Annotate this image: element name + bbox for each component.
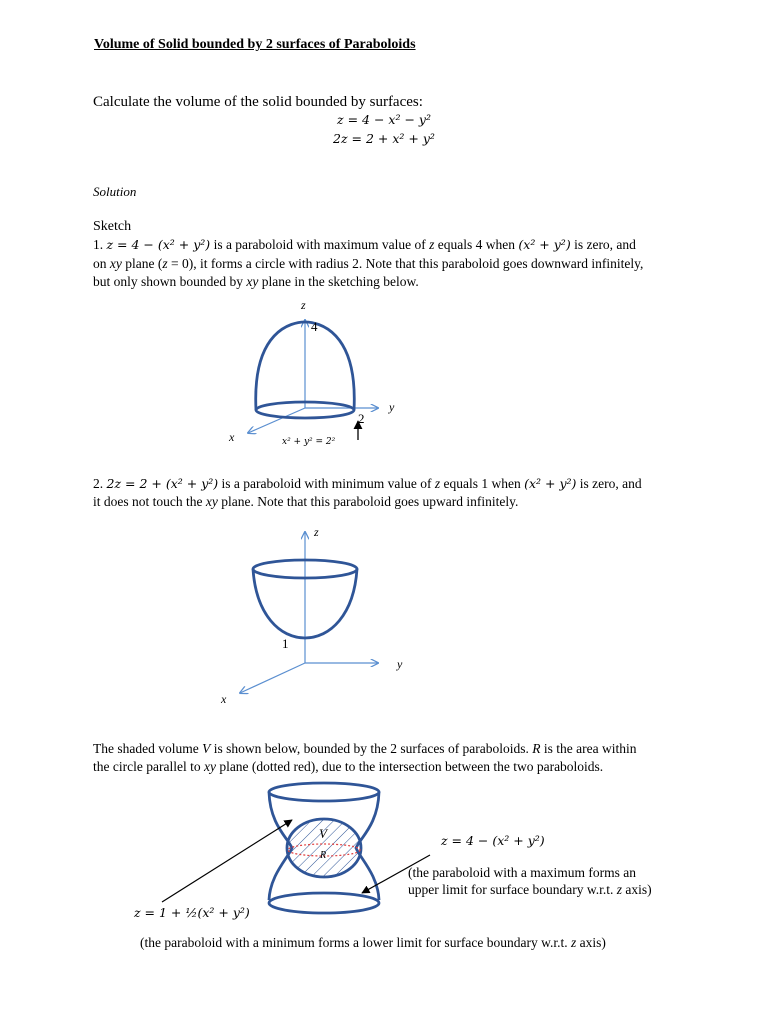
- item1-line2-c: = 0), it forms a circle with radius 2. Note that this paraboloid goes downward infinitely,: [167, 256, 644, 271]
- equation-2: 2z = 2 + x² + y²: [333, 131, 435, 146]
- item1-line3-a: but only shown bounded by: [93, 274, 247, 289]
- shaded-xy: xy: [203, 759, 216, 774]
- shaded-V: V: [202, 741, 211, 756]
- fig3-lower-equation: z = 1 + ½(x² + y²): [134, 905, 250, 920]
- item2-number: 2.: [93, 476, 104, 491]
- item1-text-c: is zero, and: [570, 237, 636, 252]
- item1-equation-b: (x² + y²): [518, 237, 571, 252]
- item1-z: z: [429, 237, 435, 252]
- item1-equation: z = 4 − (x² + y²): [106, 237, 211, 252]
- solution-label: Solution: [93, 184, 137, 199]
- item1-number: 1.: [93, 237, 104, 252]
- fig3-lower-note-z: z: [571, 935, 577, 950]
- item1-text-b: equals 4 when: [434, 237, 519, 252]
- fig3-top-circle: [269, 783, 379, 801]
- item1-z0: z: [162, 256, 168, 271]
- fig3-lower-note: [140, 935, 606, 951]
- item1-line2-a: on: [93, 256, 110, 271]
- item2-xy: xy: [205, 494, 218, 509]
- fig2-y-label: y: [397, 657, 403, 671]
- item2-line2-a: it does not touch the: [93, 494, 206, 509]
- fig2-x-label: x: [221, 692, 227, 706]
- intro-text: Calculate the volume of the solid bounded by surfaces:: [93, 94, 423, 110]
- fig3-upper-note-2: [408, 882, 652, 898]
- item2-text-c: is zero, and: [576, 476, 642, 491]
- fig1-radius-value: 2: [358, 411, 365, 426]
- sketch-label: Sketch: [93, 219, 132, 234]
- equation-1: z = 4 − x² − y²: [337, 112, 431, 127]
- fig3-upper-note-2b: axis): [621, 882, 652, 897]
- item1-line2-b: plane (: [121, 256, 163, 271]
- item2-equation-b: (x² + y²): [524, 476, 577, 491]
- item1-line3-b: plane in the sketching below.: [258, 274, 419, 289]
- shaded-text-c: is the area within: [540, 741, 637, 756]
- fig3-upper-note-1: (the paraboloid with a maximum forms an: [408, 865, 636, 880]
- shaded-line2-a: the circle parallel to: [93, 759, 204, 774]
- page-title: Volume of Solid bounded by 2 surfaces of Paraboloids: [94, 37, 416, 52]
- fig1-top-value: 4: [311, 319, 318, 334]
- item2-line2-b: plane. Note that this paraboloid goes upward infinitely.: [217, 494, 519, 509]
- shaded-text-a: The shaded volume: [93, 741, 203, 756]
- fig3-lower-note-b: axis): [576, 935, 606, 950]
- fig1-y-label: y: [389, 400, 395, 414]
- item1-xy: xy: [109, 256, 122, 271]
- item2-z: z: [434, 476, 441, 491]
- fig3-lower-note-a: (the paraboloid with a minimum forms a lower limit for surface boundary w.r.t.: [140, 935, 572, 950]
- item1-text-a: is a paraboloid with maximum value of: [210, 237, 430, 252]
- item2-equation: 2z = 2 + (x² + y²): [106, 476, 219, 491]
- fig2-bottom-value: 1: [282, 636, 289, 651]
- item2-text-b: equals 1 when: [440, 476, 525, 491]
- fig3-upper-note-2a: upper limit for surface boundary w.r.t.: [408, 882, 617, 897]
- item2-text-a: is a paraboloid with minimum value of: [218, 476, 435, 491]
- shaded-line2-b: plane (dotted red), due to the intersection between the two paraboloids.: [215, 759, 604, 774]
- fig3-R-label: R: [320, 850, 327, 861]
- fig1-circle-equation: x² + y² = 2²: [282, 437, 336, 447]
- fig2-z-label: z: [314, 525, 319, 539]
- fig1-x-label: x: [229, 430, 235, 444]
- fig3-lower-arrow: [162, 820, 292, 902]
- shaded-R: R: [532, 741, 541, 756]
- fig3-upper-note-z: z: [616, 882, 622, 897]
- fig1-z-label: z: [301, 298, 306, 312]
- shaded-text-b: is shown below, bounded by the 2 surfaces of paraboloids.: [210, 741, 533, 756]
- item1-xy-2: xy: [246, 274, 259, 289]
- fig3-upper-equation: z = 4 − (x² + y²): [441, 833, 545, 848]
- fig3-bottom-circle: [269, 893, 379, 913]
- fig3-V-label: V: [319, 826, 327, 841]
